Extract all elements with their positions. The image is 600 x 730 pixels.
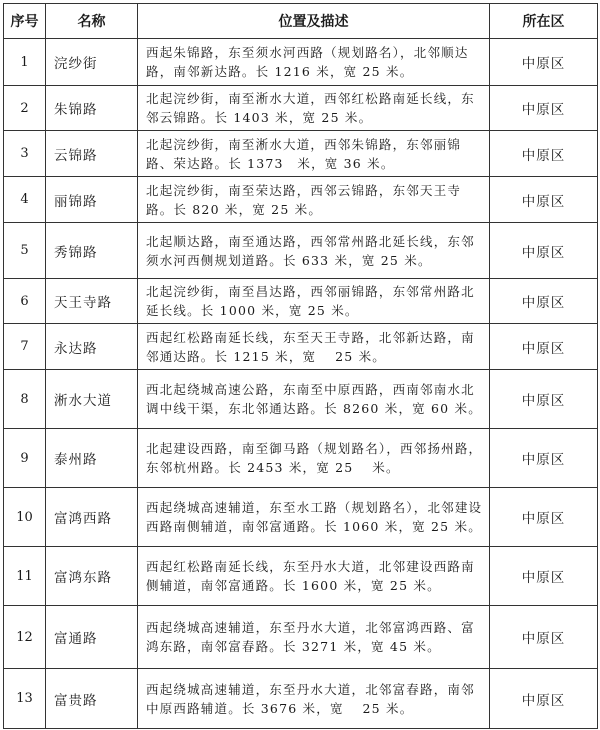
road-district: 中原区 xyxy=(490,223,598,279)
road-description: 西北起绕城高速公路，东南至中原西路，西南邻南水北调中线干渠，东北邻通达路。长 8260 米，宽 60 米。 xyxy=(138,370,490,429)
road-district: 中原区 xyxy=(490,488,598,547)
road-name: 天王寺路 xyxy=(46,279,138,324)
road-description: 西起红松路南延长线，东至天王寺路，北邻新达路，南邻通达路。长 1215 米，宽 25 米。 xyxy=(138,324,490,370)
road-district: 中原区 xyxy=(490,86,598,131)
table-row xyxy=(4,606,598,669)
road-district: 中原区 xyxy=(490,606,598,669)
header-district: 所在区 xyxy=(490,4,598,39)
road-name: 云锦路 xyxy=(46,131,138,177)
road-district: 中原区 xyxy=(490,547,598,606)
road-name: 富鸿西路 xyxy=(46,488,138,547)
row-index: 12 xyxy=(4,606,46,669)
table-row xyxy=(4,39,598,86)
road-description: 北起浣纱街，南至淅水大道，西邻朱锦路，东邻丽锦路、荣达路。长 1373 米，宽 36 米。 xyxy=(138,131,490,177)
row-index: 13 xyxy=(4,669,46,729)
road-name: 永达路 xyxy=(46,324,138,370)
road-description: 西起绕城高速辅道，东至丹水大道，北邻富鸿西路、富鸿东路，南邻富春路。长 3271 米，宽 45 米。 xyxy=(138,606,490,669)
road-description: 西起红松路南延长线，东至丹水大道，北邻建设西路南侧辅道，南邻富通路。长 1600 米，宽 25 米。 xyxy=(138,547,490,606)
table-row xyxy=(4,547,598,606)
row-index: 5 xyxy=(4,223,46,279)
table-row xyxy=(4,223,598,279)
row-index: 9 xyxy=(4,429,46,488)
row-index: 2 xyxy=(4,86,46,131)
row-index: 4 xyxy=(4,177,46,223)
table-row xyxy=(4,279,598,324)
road-description: 西起绕城高速辅道，东至水工路（规划路名），北邻建设西路南侧辅道，南邻富通路。长 1060 米，宽 25 米。 xyxy=(138,488,490,547)
row-index: 6 xyxy=(4,279,46,324)
road-description: 北起浣纱街，南至昌达路，西邻丽锦路，东邻常州路北延长线。长 1000 米，宽 25 米。 xyxy=(138,279,490,324)
road-name: 富通路 xyxy=(46,606,138,669)
header-name: 名称 xyxy=(46,4,138,39)
table-header-row xyxy=(4,4,598,39)
table-row xyxy=(4,488,598,547)
row-index: 11 xyxy=(4,547,46,606)
road-description: 北起建设西路，南至御马路（规划路名），西邻扬州路，东邻杭州路。长 2453 米，宽 25 米。 xyxy=(138,429,490,488)
road-district: 中原区 xyxy=(490,279,598,324)
road-district: 中原区 xyxy=(490,669,598,729)
road-district: 中原区 xyxy=(490,429,598,488)
road-name: 朱锦路 xyxy=(46,86,138,131)
road-description: 北起顺达路，南至通达路，西邻常州路北延长线，东邻须水河西侧规划道路。长 633 米，宽 25 米。 xyxy=(138,223,490,279)
road-district: 中原区 xyxy=(490,324,598,370)
road-description: 北起浣纱街，南至淅水大道，西邻红松路南延长线，东邻云锦路。长 1403 米，宽 25 米。 xyxy=(138,86,490,131)
header-description: 位置及描述 xyxy=(138,4,490,39)
road-description: 北起浣纱街，南至荣达路，西邻云锦路，东邻天王寺路。长 820 米，宽 25 米。 xyxy=(138,177,490,223)
road-name: 秀锦路 xyxy=(46,223,138,279)
table-row xyxy=(4,324,598,370)
road-naming-table xyxy=(3,3,598,729)
road-district: 中原区 xyxy=(490,177,598,223)
table-row xyxy=(4,86,598,131)
road-name: 富贵路 xyxy=(46,669,138,729)
row-index: 1 xyxy=(4,39,46,86)
road-name: 丽锦路 xyxy=(46,177,138,223)
table-row xyxy=(4,177,598,223)
road-district: 中原区 xyxy=(490,39,598,86)
table-row xyxy=(4,669,598,729)
table-row xyxy=(4,131,598,177)
road-description: 西起绕城高速辅道，东至丹水大道，北邻富春路，南邻中原西路辅道。长 3676 米，宽 25 米。 xyxy=(138,669,490,729)
row-index: 8 xyxy=(4,370,46,429)
road-name: 浣纱街 xyxy=(46,39,138,86)
road-name: 泰州路 xyxy=(46,429,138,488)
road-district: 中原区 xyxy=(490,370,598,429)
table-row xyxy=(4,429,598,488)
table-row xyxy=(4,370,598,429)
row-index: 10 xyxy=(4,488,46,547)
header-index: 序号 xyxy=(4,4,46,39)
road-name: 富鸿东路 xyxy=(46,547,138,606)
road-description: 西起朱锦路，东至须水河西路（规划路名），北邻顺达路，南邻新达路。长 1216 米，宽 25 米。 xyxy=(138,39,490,86)
row-index: 7 xyxy=(4,324,46,370)
road-district: 中原区 xyxy=(490,131,598,177)
row-index: 3 xyxy=(4,131,46,177)
road-name: 淅水大道 xyxy=(46,370,138,429)
